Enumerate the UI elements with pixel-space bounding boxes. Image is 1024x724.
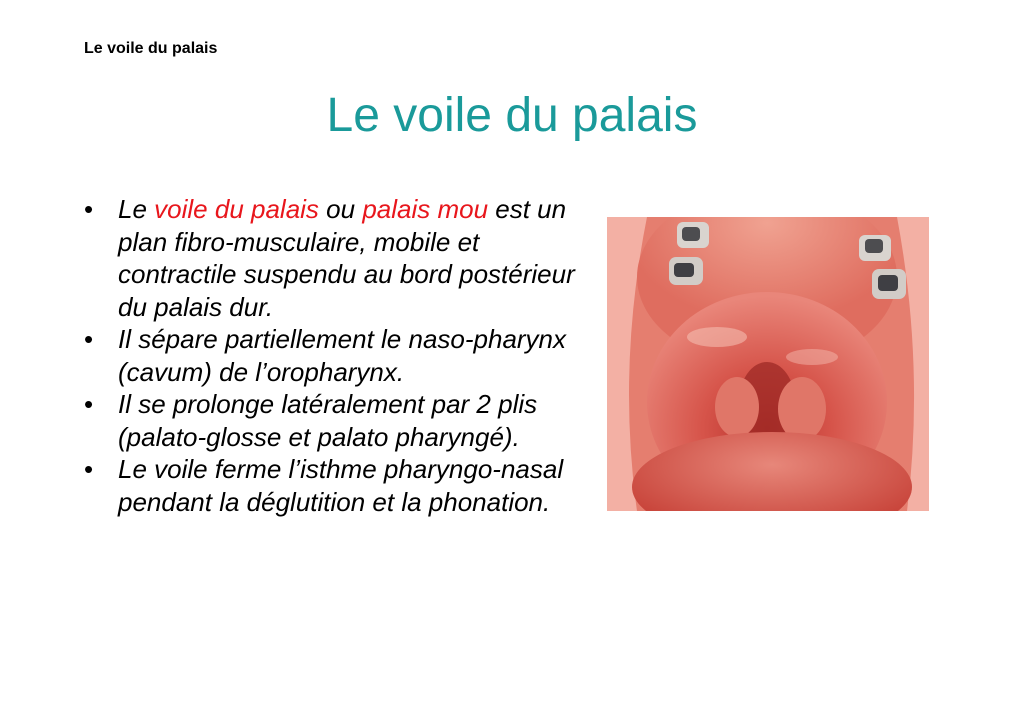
upper-left-filling (682, 227, 700, 241)
bullet-dot: • (84, 194, 94, 224)
bullet-text: ou (318, 194, 363, 224)
soft-palate-photo (607, 217, 929, 511)
bullet-item-4 (84, 453, 594, 518)
bullet-dot: • (84, 389, 94, 419)
bullet-item-3 (84, 388, 594, 453)
slide-title-text: Le voile du palais (326, 89, 698, 142)
mouth-illustration (607, 217, 929, 511)
bullet-dot: • (84, 324, 94, 354)
left-molar-filling (674, 263, 694, 277)
bullet-text: est un plan fibro-musculaire, mobile et contractile suspendu au bord postérieur du palais dur. (118, 194, 575, 322)
right-tonsil (778, 377, 826, 441)
left-tonsil (715, 377, 759, 437)
highlight-term: palais mou (362, 194, 489, 224)
bullet-text: Il sépare partiellement le naso-pharynx (cavum) de l’oropharynx. (118, 324, 567, 387)
upper-right-filling (865, 239, 883, 253)
bullet-text: Le voile ferme l’isthme pharyngo-nasal pendant la déglutition et la phonation. (118, 454, 564, 517)
right-molar-filling (878, 275, 898, 291)
bullet-item-2 (84, 323, 594, 388)
highlight-term: voile du palais (154, 194, 319, 224)
bullet-dot: • (84, 454, 94, 484)
slide-title (0, 88, 1024, 143)
bullet-text: Il se prolonge latéralement par 2 plis (palato-glosse et palato pharyngé). (118, 389, 538, 452)
slide-header: Le voile du palais (84, 40, 218, 57)
bullet-text: Le (118, 194, 155, 224)
palate-highlight (687, 327, 747, 347)
bullet-list (84, 193, 594, 518)
palate-highlight (786, 349, 838, 365)
bullet-item-1 (84, 193, 594, 323)
